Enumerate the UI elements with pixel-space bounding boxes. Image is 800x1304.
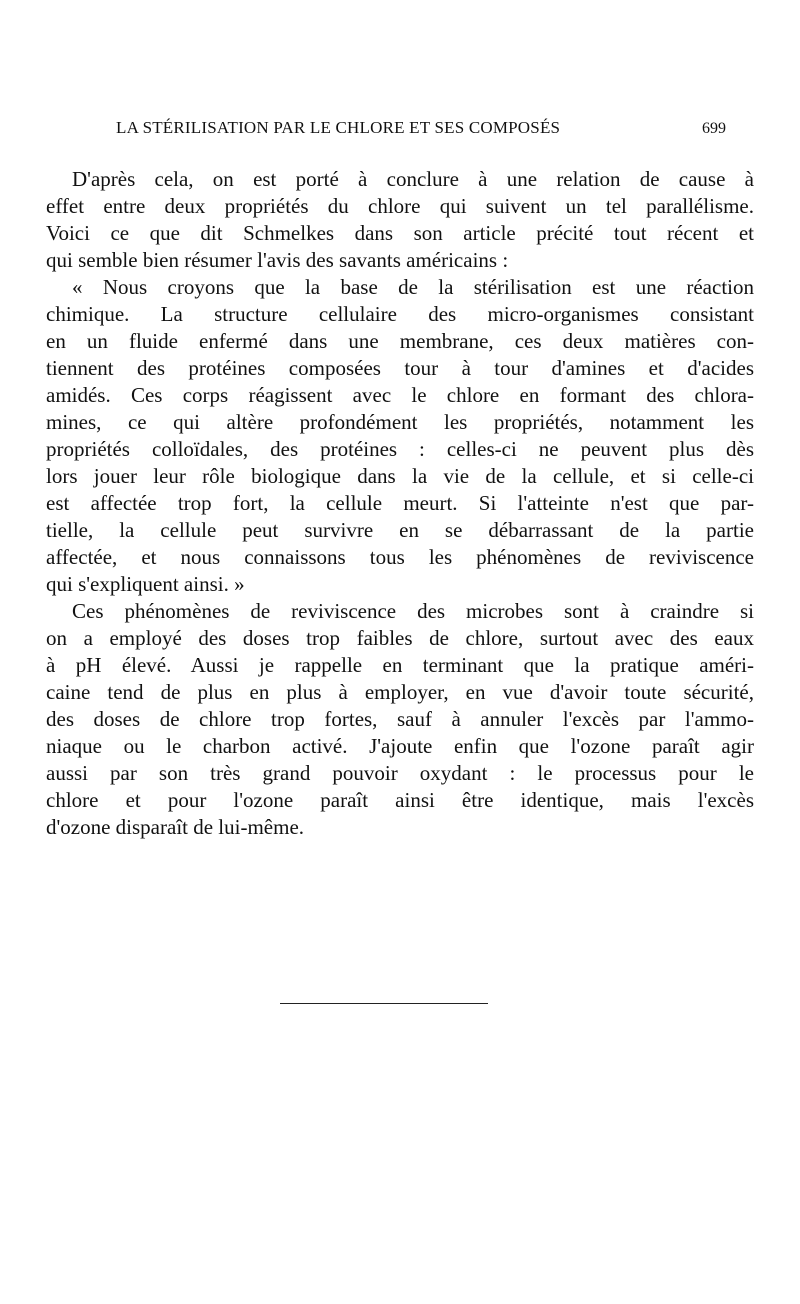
paragraph-3 [46, 598, 754, 841]
paragraph-1 [46, 166, 754, 274]
text-line: Voici ce que dit Schmelkes dans son article précité tout récent et [46, 221, 754, 245]
text-line: mines, ce qui altère profondément les propriétés, notamment les [46, 410, 754, 434]
text-line: Ces phénomènes de reviviscence des microbes sont à craindre si [72, 599, 754, 623]
text-line: chlore et pour l'ozone paraît ainsi être identique, mais l'excès [46, 788, 754, 812]
text-line: D'après cela, on est porté à conclure à une relation de cause à [72, 167, 754, 191]
text-line: à pH élevé. Aussi je rappelle en terminant que la pratique améri- [46, 653, 754, 677]
text-line: aussi par son très grand pouvoir oxydant : le processus pour le [46, 761, 754, 785]
text-line: chimique. La structure cellulaire des micro-organismes consistant [46, 302, 754, 326]
text-line: affectée, et nous connaissons tous les phénomènes de reviviscence [46, 545, 754, 569]
end-of-section-rule [280, 1003, 488, 1004]
text-line: qui s'expliquent ainsi. » [46, 572, 245, 596]
text-line: propriétés colloïdales, des protéines : celles-ci ne peuvent plus dès [46, 437, 754, 461]
text-line: effet entre deux propriétés du chlore qui suivent un tel parallélisme. [46, 194, 754, 218]
text-line: lors jouer leur rôle biologique dans la vie de la cellule, et si celle-ci [46, 464, 754, 488]
text-line: tiennent des protéines composées tour à tour d'amines et d'acides [46, 356, 754, 380]
text-line: qui semble bien résumer l'avis des savants américains : [46, 248, 509, 272]
text-line: tielle, la cellule peut survivre en se débarrassant de la partie [46, 518, 754, 542]
text-line: amidés. Ces corps réagissent avec le chlore en formant des chlora- [46, 383, 754, 407]
text-line: caine tend de plus en plus à employer, en vue d'avoir toute sécurité, [46, 680, 754, 704]
running-head [116, 118, 736, 148]
text-line: d'ozone disparaît de lui-même. [46, 815, 305, 839]
paragraph-2-quotation [46, 274, 754, 598]
running-title: LA STÉRILISATION PAR LE CHLORE ET SES COMPOSÉS [116, 118, 561, 137]
text-line: « Nous croyons que la base de la stérilisation est une réaction [72, 275, 754, 299]
text-line: est affectée trop fort, la cellule meurt. Si l'atteinte n'est que par- [46, 491, 754, 515]
body-text [46, 166, 754, 841]
text-line: en un fluide enfermé dans une membrane, ces deux matières con- [46, 329, 754, 353]
text-line: des doses de chlore trop fortes, sauf à annuler l'excès par l'ammo- [46, 707, 754, 731]
page-number: 699 [702, 120, 726, 137]
text-line: on a employé des doses trop faibles de chlore, surtout avec des eaux [46, 626, 754, 650]
text-line: niaque ou le charbon activé. J'ajoute enfin que l'ozone paraît agir [46, 734, 754, 758]
